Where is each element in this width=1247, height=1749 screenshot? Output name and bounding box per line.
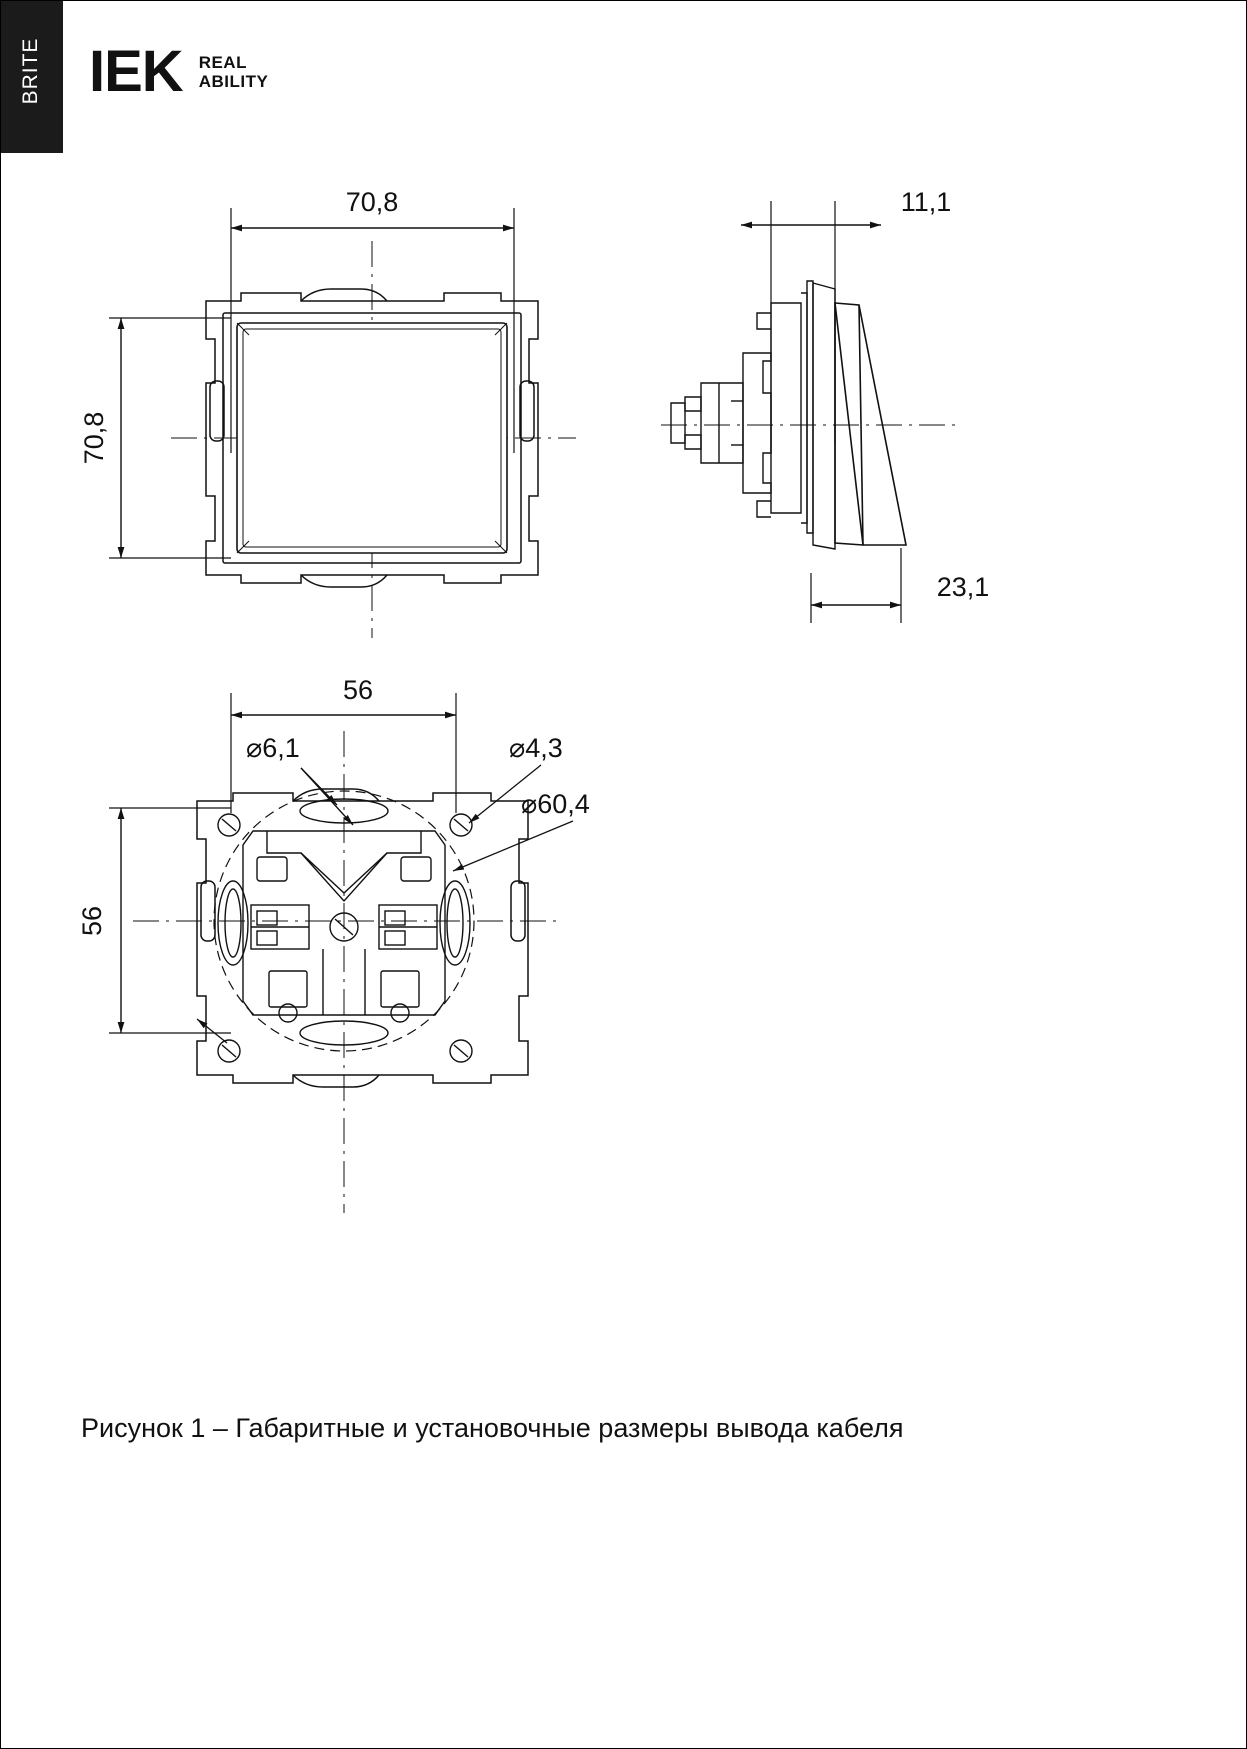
dim-front-height: 70,8 <box>79 411 109 465</box>
dim-side-total-depth: 23,1 <box>936 572 990 602</box>
brand-side-tab <box>1 1 63 153</box>
logo-wordmark: IEK <box>89 39 183 104</box>
dim-hole-6-1: ⌀6,1 <box>246 733 300 763</box>
dim-front-width: 70,8 <box>345 187 399 217</box>
brand-side-tab-label: BRITE <box>19 37 42 105</box>
dim-rear-height: 56 <box>77 905 107 937</box>
iek-logo <box>89 39 269 104</box>
front-view <box>79 187 576 638</box>
dim-circle-60-4: ⌀60,4 <box>521 789 590 819</box>
figure-caption: Рисунок 1 – Габаритные и установочные размеры вывода кабеля <box>81 1413 904 1443</box>
rear-view <box>77 675 590 1213</box>
logo-tagline-line2: ABILITY <box>198 72 269 91</box>
logo-tagline-line1: REAL <box>198 53 247 72</box>
dim-hole-4-3: ⌀4,3 <box>509 733 563 763</box>
technical-drawing <box>1 153 1246 1353</box>
logo-tagline <box>199 53 269 91</box>
dim-rear-width: 56 <box>342 675 374 705</box>
side-view <box>661 187 989 623</box>
dim-side-front-depth: 11,1 <box>900 187 952 217</box>
